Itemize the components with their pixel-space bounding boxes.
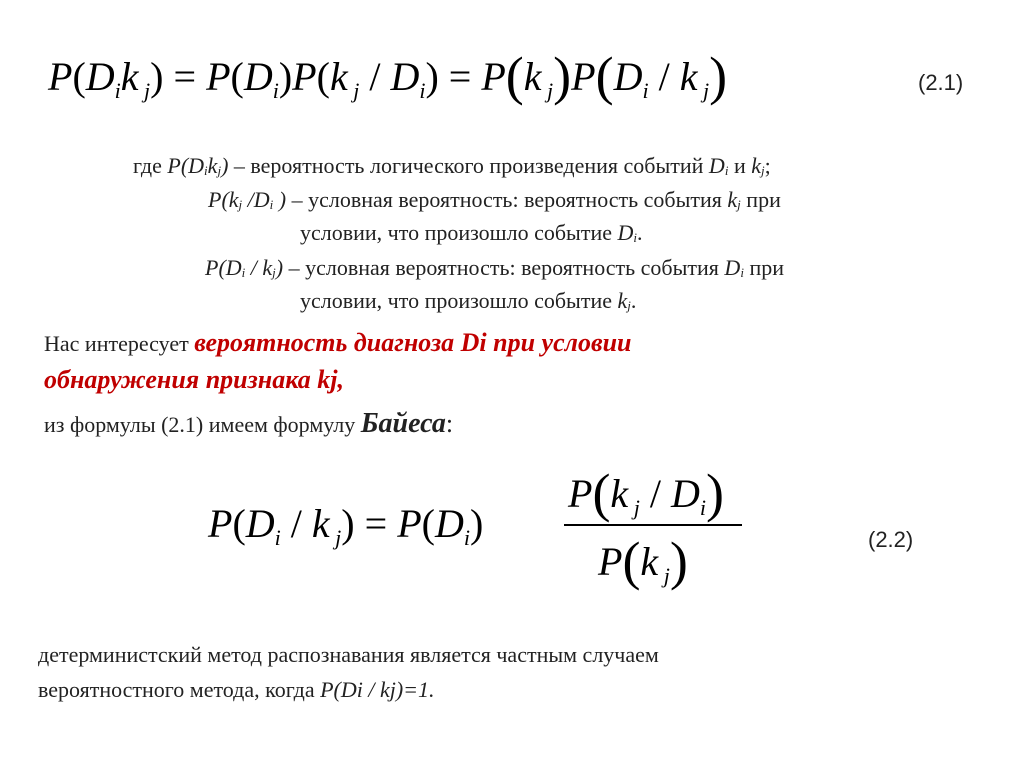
definition-line-2: $P(k_j$ $/D_i$ ) – условная вероятность: вероятность события $k_j$ при (208, 187, 781, 212)
interest-line-2 (44, 366, 344, 395)
bayes-word: Байеса (360, 408, 446, 439)
definition-line-5: условии, что произошло событие $k_j$. (300, 288, 637, 313)
fraction-bar (564, 524, 742, 526)
definition-line-3: условии, что произошло событие $D_i$. (300, 220, 643, 245)
formula-2-2-number: (2.2) (868, 527, 914, 552)
fraction-denominator: P(k $_j$) (598, 531, 688, 591)
definition-line-4: $P(D_i / k_j)$ – условная вероятность: вероятность события $D_i$ при (205, 255, 784, 280)
conclusion-line-1: детерминистский метод распознавания является частным случаем (38, 642, 659, 667)
fraction-numerator: P(k $_j / D_i$) (568, 463, 724, 523)
definition-line-1: где $P(D_ik_j)$ – вероятность логического произведения событий $D_i$ и $k_j$; (133, 153, 771, 178)
interest-line-3: из формулы (2.1) имеем формулу Байеса: (44, 408, 454, 439)
interest-line-1: Нас интересует вероятность диагноза Di при условии (44, 328, 632, 357)
formula-2-1: $P(D_ik$ $_j) = P(D_i)P(k$ $_j / D_i) = P(k$ $_j)P(D_i$ / k $_j$) (48, 46, 728, 106)
conclusion-line-2: вероятностного метода, когда P(Di / kj)=1. (38, 677, 435, 702)
highlight-feature-detection: обнаружения признака kj, (44, 365, 344, 394)
formula-2-2-fraction (560, 462, 746, 592)
highlight-probability-diagnosis: вероятность диагноза Di при условии (194, 328, 632, 357)
formula-2-1-number: (2.1) (918, 70, 964, 95)
formula-2-2-left: $P(D_i$ / k $_j) = P(D_i)$ (208, 501, 484, 550)
